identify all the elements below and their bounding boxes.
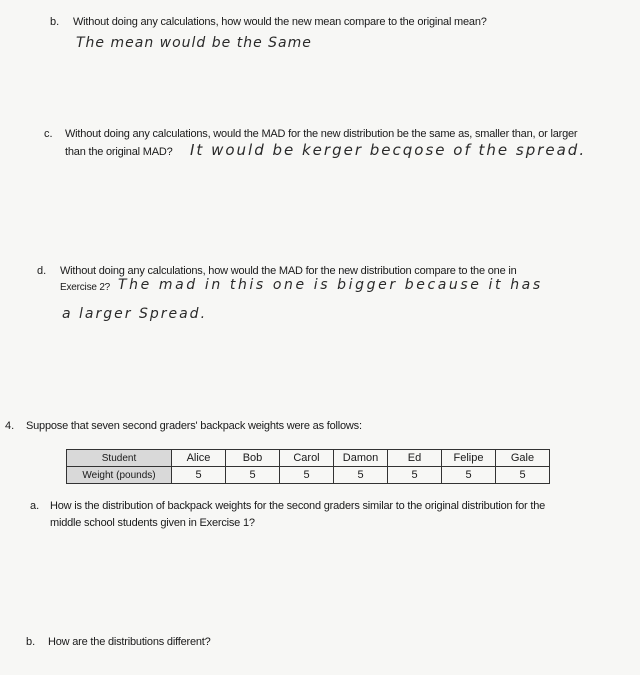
part-d-question-line2: Exercise 2? <box>60 282 111 293</box>
row-header-student: Student <box>67 450 172 467</box>
student-cell: Ed <box>388 450 442 467</box>
part-c-label: c. <box>44 128 53 140</box>
exercise-4a-question-line1: How is the distribution of backpack weights for the second graders similar to the original distribution for the <box>50 500 546 512</box>
part-c-question-line1: Without doing any calculations, would the MAD for the new distribution be the same as, smaller than, or larger <box>65 128 578 140</box>
part-c-answer: It would be kerger becqose of the spread. <box>190 141 587 159</box>
table-row <box>67 450 550 467</box>
row-header-weight: Weight (pounds) <box>67 467 172 484</box>
weight-cell: 5 <box>280 467 334 484</box>
weight-cell: 5 <box>496 467 550 484</box>
part-d-answer-line1: The mad in this one is bigger because it has <box>118 277 543 293</box>
exercise-4a-label: a. <box>30 500 40 512</box>
exercise-4a-question-line2: middle school students given in Exercise 1? <box>50 517 255 529</box>
part-b-question: Without doing any calculations, how would the new mean compare to the original mean? <box>73 16 487 28</box>
part-d-answer-line2: a larger Spread. <box>62 306 208 322</box>
student-cell: Gale <box>496 450 550 467</box>
student-cell: Bob <box>226 450 280 467</box>
part-d-label: d. <box>37 265 47 277</box>
exercise-4-prompt: Suppose that seven second graders' backpack weights were as follows: <box>26 420 362 432</box>
weight-cell: 5 <box>442 467 496 484</box>
exercise-4-number: 4. <box>5 420 15 432</box>
part-c-question-line2: than the original MAD? <box>65 146 173 158</box>
exercise-4b-question: How are the distributions different? <box>48 636 211 648</box>
part-d-question-line1: Without doing any calculations, how would the MAD for the new distribution compare to the one in <box>60 265 517 277</box>
student-cell: Alice <box>172 450 226 467</box>
part-b-answer: The mean would be the Same <box>76 35 312 51</box>
weight-cell: 5 <box>172 467 226 484</box>
backpack-weights-table <box>66 449 550 484</box>
student-cell: Felipe <box>442 450 496 467</box>
weight-cell: 5 <box>226 467 280 484</box>
student-cell: Carol <box>280 450 334 467</box>
part-b-label: b. <box>50 16 60 28</box>
student-cell: Damon <box>334 450 388 467</box>
table-row <box>67 467 550 484</box>
weight-cell: 5 <box>334 467 388 484</box>
weight-cell: 5 <box>388 467 442 484</box>
exercise-4b-label: b. <box>26 636 36 648</box>
